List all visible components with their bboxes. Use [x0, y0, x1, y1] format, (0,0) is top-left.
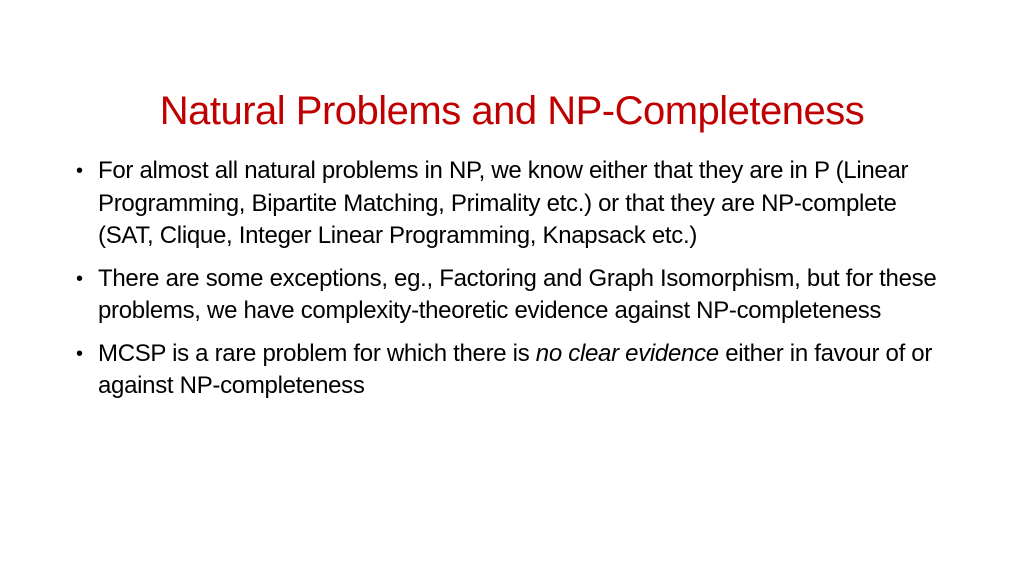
bullet-item [72, 155, 952, 253]
bullet-list [72, 155, 952, 413]
bullet-text-before: MCSP is a rare problem for which there is [98, 339, 536, 367]
bullet-text-emphasis: no clear evidence [535, 339, 719, 367]
slide-title: Natural Problems and NP-Completeness [159, 88, 865, 133]
bullet-text: There are some exceptions, eg., Factoring and Graph Isomorphism, but for these problems, we have complexity-theoretic evidence against NP-completeness [98, 264, 937, 324]
bullet-text: For almost all natural problems in NP, we know either that they are in P (Linear Programming, Bipartite Matching, Primality etc.) or that they are NP-complete (SAT, Clique, Integer Linear Programming, Knapsack etc.) [98, 157, 909, 249]
bullet-item [72, 263, 952, 328]
bullet-icon: • [76, 160, 83, 182]
bullet-item [72, 338, 952, 403]
bullet-icon: • [76, 342, 83, 365]
bullet-text-after: either in favour of or against NP-completeness [98, 339, 933, 399]
bullet-icon: • [76, 267, 83, 290]
